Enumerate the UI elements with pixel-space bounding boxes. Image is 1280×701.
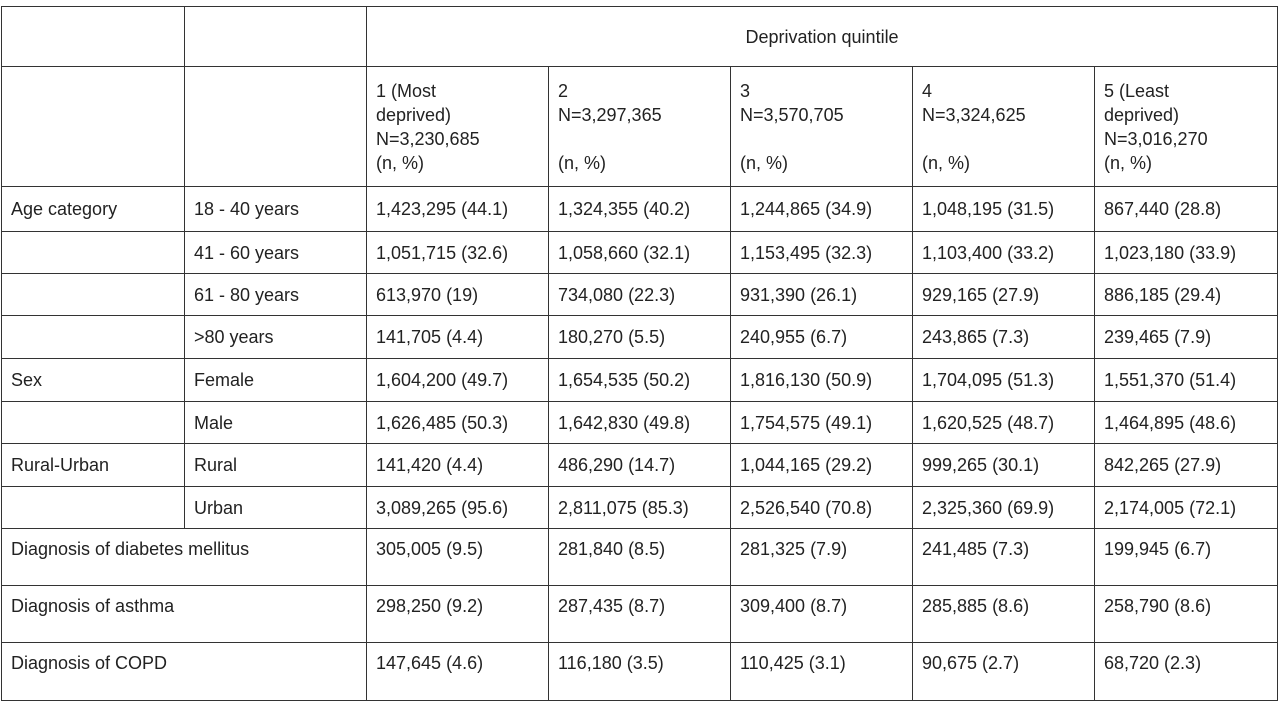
column-header-line: 3 [740, 80, 751, 101]
value-cell: 867,440 (28.8) [1095, 187, 1278, 232]
value-cell: 141,420 (4.4) [367, 444, 549, 487]
column-header-3 [731, 67, 913, 187]
value-cell: 1,551,370 (51.4) [1095, 359, 1278, 402]
value-cell: 309,400 (8.7) [731, 586, 913, 643]
value-cell: 1,051,715 (32.6) [367, 232, 549, 274]
value-cell: 285,885 (8.6) [913, 586, 1095, 643]
value-cell: 240,955 (6.7) [731, 316, 913, 359]
value-cell: 929,165 (27.9) [913, 274, 1095, 316]
value-cell: 886,185 (29.4) [1095, 274, 1278, 316]
value-cell: 1,044,165 (29.2) [731, 444, 913, 487]
value-cell: 258,790 (8.6) [1095, 586, 1278, 643]
header-row-top [2, 7, 1278, 67]
column-header-line: N=3,016,270 [1104, 128, 1208, 149]
diagnosis-row [2, 643, 1278, 701]
value-cell: 68,720 (2.3) [1095, 643, 1278, 701]
empty-header-cell [185, 67, 367, 187]
column-header-unit: (n, %) [922, 152, 971, 173]
value-cell: 1,048,195 (31.5) [913, 187, 1095, 232]
value-cell: 931,390 (26.1) [731, 274, 913, 316]
column-header-unit: (n, %) [740, 152, 789, 173]
row-label-cell: Female [185, 359, 367, 402]
value-cell: 110,425 (3.1) [731, 643, 913, 701]
row-group-cell: Rural-Urban [2, 444, 185, 487]
row-label-cell: 41 - 60 years [185, 232, 367, 274]
value-cell: 1,058,660 (32.1) [549, 232, 731, 274]
column-header-5 [1095, 67, 1278, 187]
row-label-cell: Rural [185, 444, 367, 487]
table-row [2, 487, 1278, 529]
column-header-line: N=3,230,685 [376, 128, 480, 149]
row-label-cell: 18 - 40 years [185, 187, 367, 232]
row-label-cell: >80 years [185, 316, 367, 359]
deprivation-table [1, 6, 1278, 701]
diagnosis-row [2, 586, 1278, 643]
row-group-cell: Sex [2, 359, 185, 402]
value-cell: 1,244,865 (34.9) [731, 187, 913, 232]
value-cell: 2,811,075 (85.3) [549, 487, 731, 529]
header-row-columns [2, 67, 1278, 187]
value-cell: 1,423,295 (44.1) [367, 187, 549, 232]
value-cell: 1,464,895 (48.6) [1095, 402, 1278, 444]
value-cell: 281,325 (7.9) [731, 529, 913, 586]
empty-header-cell [185, 7, 367, 67]
column-header-line: N=3,324,625 [922, 104, 1026, 125]
value-cell: 199,945 (6.7) [1095, 529, 1278, 586]
table-row [2, 402, 1278, 444]
value-cell: 1,754,575 (49.1) [731, 402, 913, 444]
value-cell: 842,265 (27.9) [1095, 444, 1278, 487]
diagnosis-label-cell: Diagnosis of COPD [2, 643, 367, 701]
column-header-line: deprived) [1104, 104, 1180, 125]
diagnosis-label-cell: Diagnosis of diabetes mellitus [2, 529, 367, 586]
column-header-line: 4 [922, 80, 933, 101]
table-row [2, 359, 1278, 402]
value-cell: 1,103,400 (33.2) [913, 232, 1095, 274]
column-header-line: 5 (Least [1104, 80, 1170, 101]
row-label-cell: 61 - 80 years [185, 274, 367, 316]
empty-header-cell [2, 7, 185, 67]
value-cell: 298,250 (9.2) [367, 586, 549, 643]
value-cell: 180,270 (5.5) [549, 316, 731, 359]
table-row [2, 232, 1278, 274]
column-header-unit: (n, %) [1104, 152, 1153, 173]
row-group-cell [2, 232, 185, 274]
value-cell: 2,174,005 (72.1) [1095, 487, 1278, 529]
column-header-line: N=3,297,365 [558, 104, 662, 125]
value-cell: 141,705 (4.4) [367, 316, 549, 359]
row-label-cell: Male [185, 402, 367, 444]
row-group-cell [2, 316, 185, 359]
value-cell: 1,626,485 (50.3) [367, 402, 549, 444]
value-cell: 1,604,200 (49.7) [367, 359, 549, 402]
column-header-line: 2 [558, 80, 569, 101]
diagnosis-row [2, 529, 1278, 586]
column-header-unit: (n, %) [376, 152, 425, 173]
column-header-line: 1 (Most [376, 80, 437, 101]
table-row [2, 316, 1278, 359]
value-cell: 116,180 (3.5) [549, 643, 731, 701]
column-header-unit: (n, %) [558, 152, 607, 173]
value-cell: 486,290 (14.7) [549, 444, 731, 487]
value-cell: 999,265 (30.1) [913, 444, 1095, 487]
value-cell: 147,645 (4.6) [367, 643, 549, 701]
value-cell: 90,675 (2.7) [913, 643, 1095, 701]
value-cell: 287,435 (8.7) [549, 586, 731, 643]
value-cell: 613,970 (19) [367, 274, 549, 316]
value-cell: 1,023,180 (33.9) [1095, 232, 1278, 274]
table-row [2, 274, 1278, 316]
diagnosis-label-cell: Diagnosis of asthma [2, 586, 367, 643]
value-cell: 1,324,355 (40.2) [549, 187, 731, 232]
value-cell: 1,620,525 (48.7) [913, 402, 1095, 444]
value-cell: 1,654,535 (50.2) [549, 359, 731, 402]
value-cell: 1,704,095 (51.3) [913, 359, 1095, 402]
column-header-1 [367, 67, 549, 187]
row-group-cell [2, 274, 185, 316]
row-group-cell [2, 402, 185, 444]
empty-header-cell [2, 67, 185, 187]
column-header-line: deprived) [376, 104, 452, 125]
row-group-cell: Age category [2, 187, 185, 232]
quintile-title: Deprivation quintile [367, 7, 1278, 67]
table-row [2, 444, 1278, 487]
table-row [2, 187, 1278, 232]
value-cell: 305,005 (9.5) [367, 529, 549, 586]
value-cell: 241,485 (7.3) [913, 529, 1095, 586]
value-cell: 243,865 (7.3) [913, 316, 1095, 359]
value-cell: 281,840 (8.5) [549, 529, 731, 586]
column-header-4 [913, 67, 1095, 187]
value-cell: 734,080 (22.3) [549, 274, 731, 316]
value-cell: 2,526,540 (70.8) [731, 487, 913, 529]
value-cell: 1,642,830 (49.8) [549, 402, 731, 444]
value-cell: 1,153,495 (32.3) [731, 232, 913, 274]
column-header-2 [549, 67, 731, 187]
row-group-cell [2, 487, 185, 529]
column-header-line: N=3,570,705 [740, 104, 844, 125]
value-cell: 1,816,130 (50.9) [731, 359, 913, 402]
value-cell: 239,465 (7.9) [1095, 316, 1278, 359]
value-cell: 2,325,360 (69.9) [913, 487, 1095, 529]
row-label-cell: Urban [185, 487, 367, 529]
value-cell: 3,089,265 (95.6) [367, 487, 549, 529]
